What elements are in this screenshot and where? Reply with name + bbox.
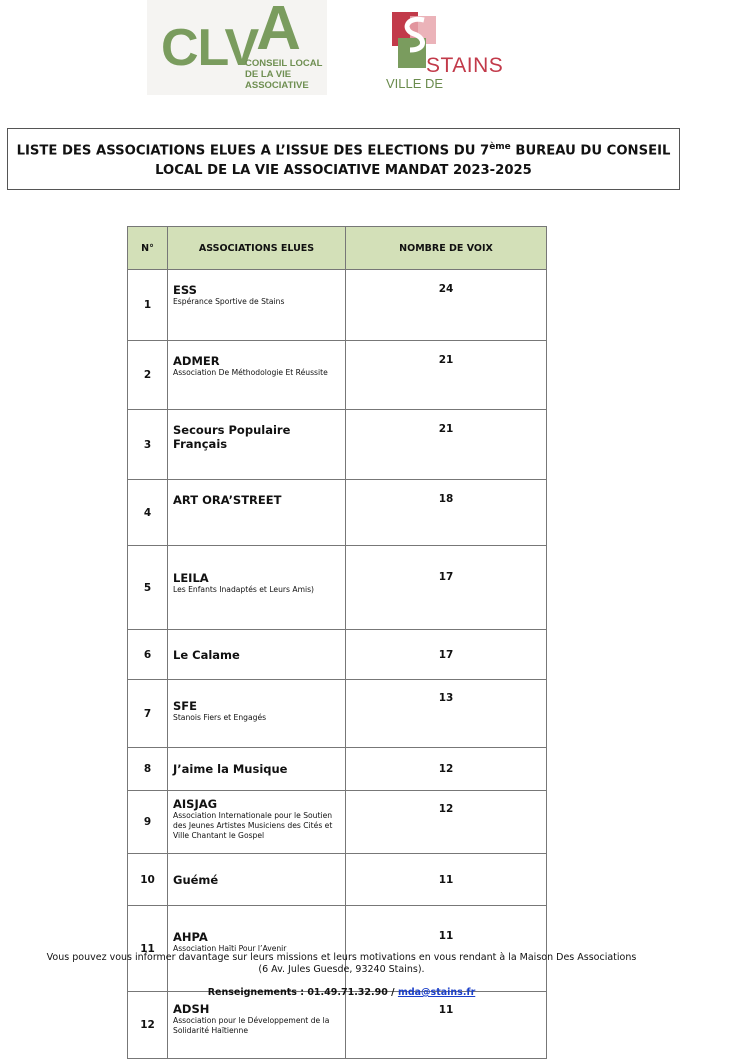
footer-phone: Renseignements : 01.49.71.32.90 / <box>207 987 398 998</box>
footer-contact <box>0 987 713 998</box>
association-name: Secours Populaire Français <box>173 423 291 451</box>
vote-count: 12 <box>346 791 547 854</box>
email-link[interactable]: mda@stains.fr <box>397 987 476 998</box>
table-row <box>128 546 547 630</box>
table-row <box>128 680 547 748</box>
association-full-name: Association De Méthodologie Et Réussite <box>173 368 328 377</box>
association-name: AHPA <box>173 930 208 944</box>
association-cell <box>168 854 346 906</box>
stains-logo-name: STAINS <box>426 54 504 77</box>
row-number: 11 <box>128 906 168 992</box>
association-cell <box>168 546 346 630</box>
row-number: 12 <box>128 992 168 1059</box>
vote-count: 11 <box>346 854 547 906</box>
table-header-row <box>128 227 547 270</box>
association-cell <box>168 791 346 854</box>
title-line-1: LISTE DES ASSOCIATIONS ELUES A L’ISSUE DES ELECTIONS DU 7ème BUREAU DU CONSEIL <box>16 142 671 159</box>
association-name: ESS <box>173 283 197 297</box>
header-num: N° <box>128 227 168 270</box>
row-number: 3 <box>128 410 168 480</box>
clva-logo-letters: CLVA <box>161 0 300 77</box>
elected-associations-table <box>127 226 547 1059</box>
association-name: Guémé <box>173 872 219 887</box>
row-number: 6 <box>128 630 168 680</box>
table-row <box>128 748 547 791</box>
row-number: 8 <box>128 748 168 791</box>
association-full-name: Stanois Fiers et Engagés <box>173 713 267 722</box>
table-row <box>128 480 547 546</box>
clva-logo <box>147 0 327 95</box>
vote-count: 21 <box>346 410 547 480</box>
table-row <box>128 630 547 680</box>
vote-count: 18 <box>346 480 547 546</box>
association-cell <box>168 341 346 410</box>
row-number: 5 <box>128 546 168 630</box>
association-cell <box>168 270 346 341</box>
association-full-name: Association pour le Développement de la Solidarité Haïtienne <box>173 1016 330 1035</box>
title-line-2: LOCAL DE LA VIE ASSOCIATIVE MANDAT 2023-2025 <box>155 162 532 178</box>
association-name: J’aime la Musique <box>173 762 288 776</box>
association-name: SFE <box>173 699 197 713</box>
association-name: ART ORA’STREET <box>173 493 282 507</box>
association-name: Le Calame <box>173 647 240 662</box>
association-full-name: Les Enfants Inadaptés et Leurs Amis) <box>173 585 315 594</box>
association-name: ADMER <box>173 354 220 368</box>
association-cell <box>168 906 346 992</box>
association-cell <box>168 410 346 480</box>
vote-count: 24 <box>346 270 547 341</box>
association-full-name: Association Internationale pour le Soutien des Jeunes Artistes Musiciens des Cités et Ville Chantant le Gospel <box>173 811 333 840</box>
header-associations: ASSOCIATIONS ELUES <box>168 227 346 270</box>
association-name: ADSH <box>173 1002 210 1016</box>
vote-count: 11 <box>346 992 547 1059</box>
header-votes: NOMBRE DE VOIX <box>346 227 547 270</box>
footer-info-line: Vous pouvez vous informer davantage sur leurs missions et leurs motivations en vous rendant à la Maison Des Associations <box>46 952 637 963</box>
row-number: 10 <box>128 854 168 906</box>
vote-count: 17 <box>346 630 547 680</box>
vote-count: 13 <box>346 680 547 748</box>
table-row <box>128 791 547 854</box>
row-number: 9 <box>128 791 168 854</box>
stains-logo-prefix: VILLE DE <box>386 76 444 91</box>
table-row <box>128 270 547 341</box>
row-number: 1 <box>128 270 168 341</box>
association-name: LEILA <box>173 571 209 585</box>
association-cell <box>168 630 346 680</box>
association-cell <box>168 992 346 1059</box>
association-cell <box>168 748 346 791</box>
association-cell <box>168 680 346 748</box>
footer-address: (6 Av. Jules Guesde, 93240 Stains). <box>258 964 425 975</box>
association-name: AISJAG <box>173 797 218 811</box>
association-full-name: Association Haïti Pour l’Avenir <box>173 944 287 953</box>
vote-count: 17 <box>346 546 547 630</box>
vote-count: 21 <box>346 341 547 410</box>
vote-count: 11 <box>346 906 547 992</box>
table-row <box>128 906 547 992</box>
clva-logo-subtitle: CONSEIL LOCAL DE LA VIE ASSOCIATIVE <box>245 58 323 91</box>
vote-count: 12 <box>346 748 547 791</box>
table-row <box>128 992 547 1059</box>
row-number: 7 <box>128 680 168 748</box>
table-row <box>128 410 547 480</box>
table-row <box>128 341 547 410</box>
row-number: 2 <box>128 341 168 410</box>
table-row <box>128 854 547 906</box>
association-cell <box>168 480 346 546</box>
association-full-name: Espérance Sportive de Stains <box>173 297 285 306</box>
stains-logo <box>384 10 512 92</box>
row-number: 4 <box>128 480 168 546</box>
document-title <box>7 128 680 190</box>
